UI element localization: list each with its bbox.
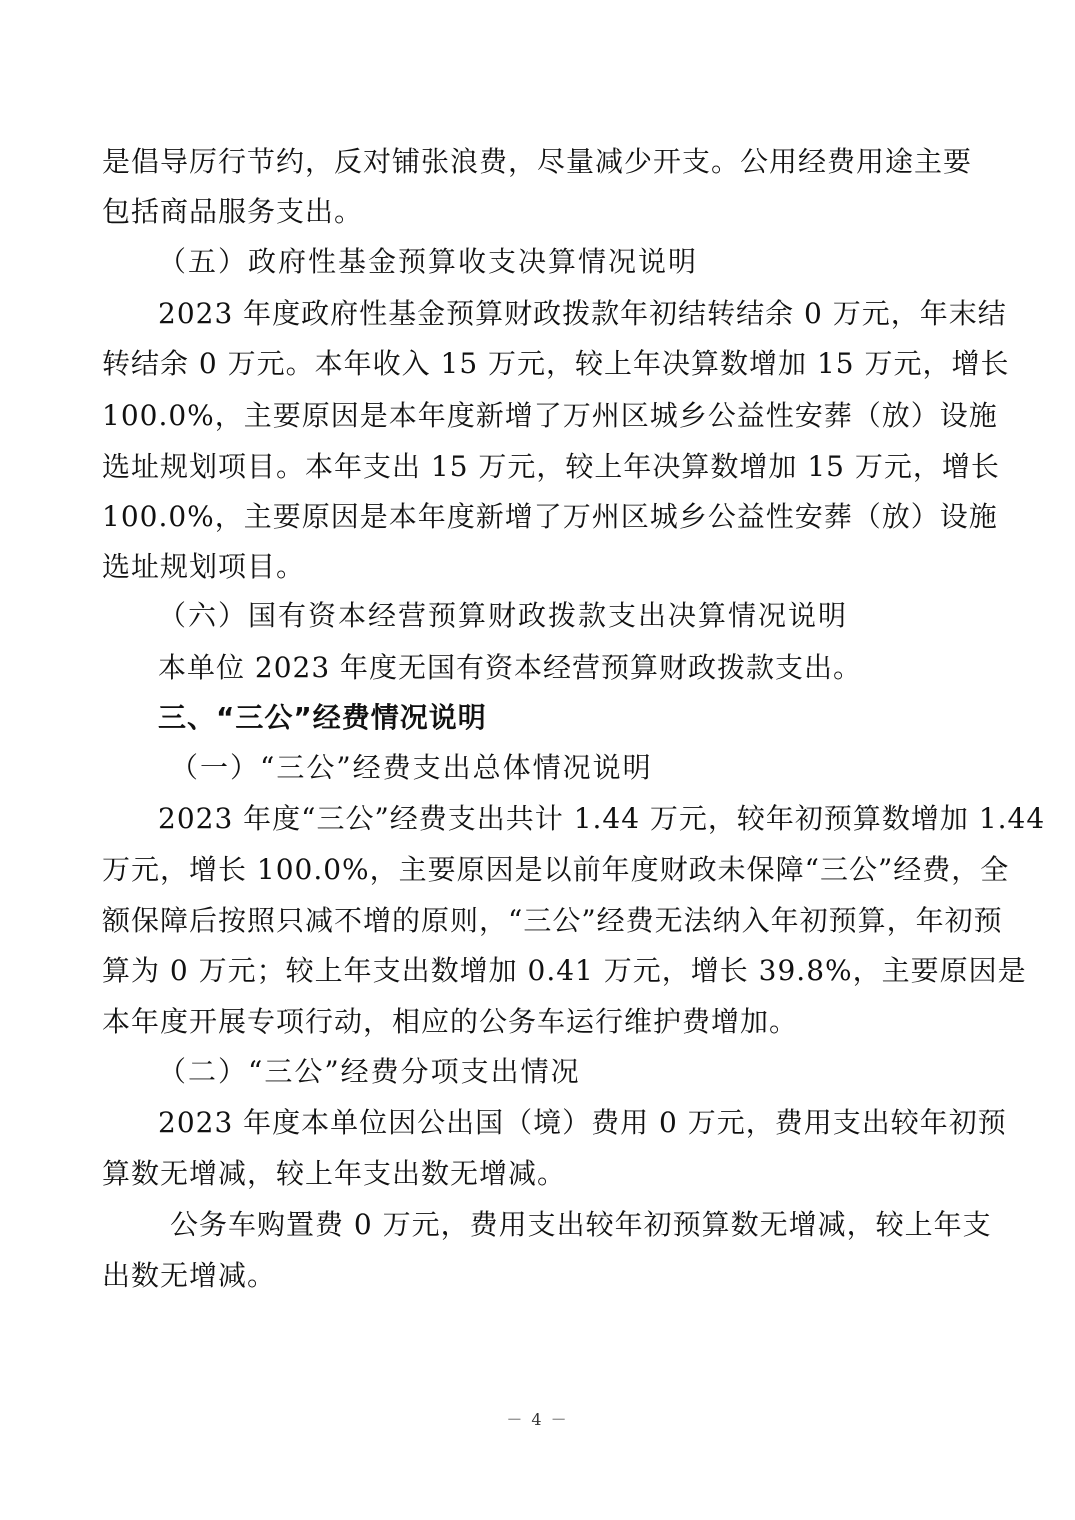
section-heading-6: （六）国有资本经营预算财政拨款支出决算情况说明 [158, 599, 849, 632]
paragraph-line: 出数无增减。 [102, 1259, 277, 1292]
paragraph-line: 万元，增长 100.0%，主要原因是以前年度财政未保障“三公”经费，全 [102, 853, 1010, 886]
chapter-heading-3: 三、“三公”经费情况说明 [158, 701, 487, 734]
paragraph-line: 本单位 2023 年度无国有资本经营预算财政拨款支出。 [158, 651, 863, 684]
paragraph-line: 选址规划项目。本年支出 15 万元，较上年决算数增加 15 万元，增长 [102, 450, 1000, 483]
paragraph-line: 100.0%，主要原因是本年度新增了万州区城乡公益性安葬（放）设施 [102, 500, 998, 533]
paragraph-line: 公务车购置费 0 万元，费用支出较年初预算数无增减，较上年支 [170, 1208, 992, 1241]
paragraph-line: 2023 年度本单位因公出国（境）费用 0 万元，费用支出较年初预 [158, 1106, 1007, 1139]
paragraph-line: 是倡导厉行节约，反对铺张浪费，尽量减少开支。公用经费用途主要 [102, 145, 973, 178]
paragraph-line: 本年度开展专项行动，相应的公务车运行维护费增加。 [102, 1005, 799, 1038]
section-heading-2: （二）“三公”经费分项支出情况 [158, 1055, 581, 1088]
paragraph-line: 算数无增减，较上年支出数无增减。 [102, 1157, 567, 1190]
paragraph-line: 额保障后按照只减不增的原则，“三公”经费无法纳入年初预算，年初预 [102, 904, 1003, 937]
paragraph-line: 100.0%，主要原因是本年度新增了万州区城乡公益性安葬（放）设施 [102, 399, 998, 432]
paragraph-line: 2023 年度“三公”经费支出共计 1.44 万元，较年初预算数增加 1.44 [158, 802, 1046, 835]
paragraph-line: 2023 年度政府性基金预算财政拨款年初结转结余 0 万元，年末结 [158, 297, 1007, 330]
section-heading-1: （一）“三公”经费支出总体情况说明 [170, 751, 653, 784]
section-heading-5: （五）政府性基金预算收支决算情况说明 [158, 245, 699, 278]
page-number: － 4 － [506, 1410, 569, 1429]
paragraph-line: 算为 0 万元；较上年支出数增加 0.41 万元，增长 39.8%，主要原因是 [102, 954, 1027, 987]
paragraph-line: 转结余 0 万元。本年收入 15 万元，较上年决算数增加 15 万元，增长 [102, 347, 1010, 380]
paragraph-line: 选址规划项目。 [102, 550, 306, 583]
paragraph-line: 包括商品服务支出。 [102, 195, 364, 228]
